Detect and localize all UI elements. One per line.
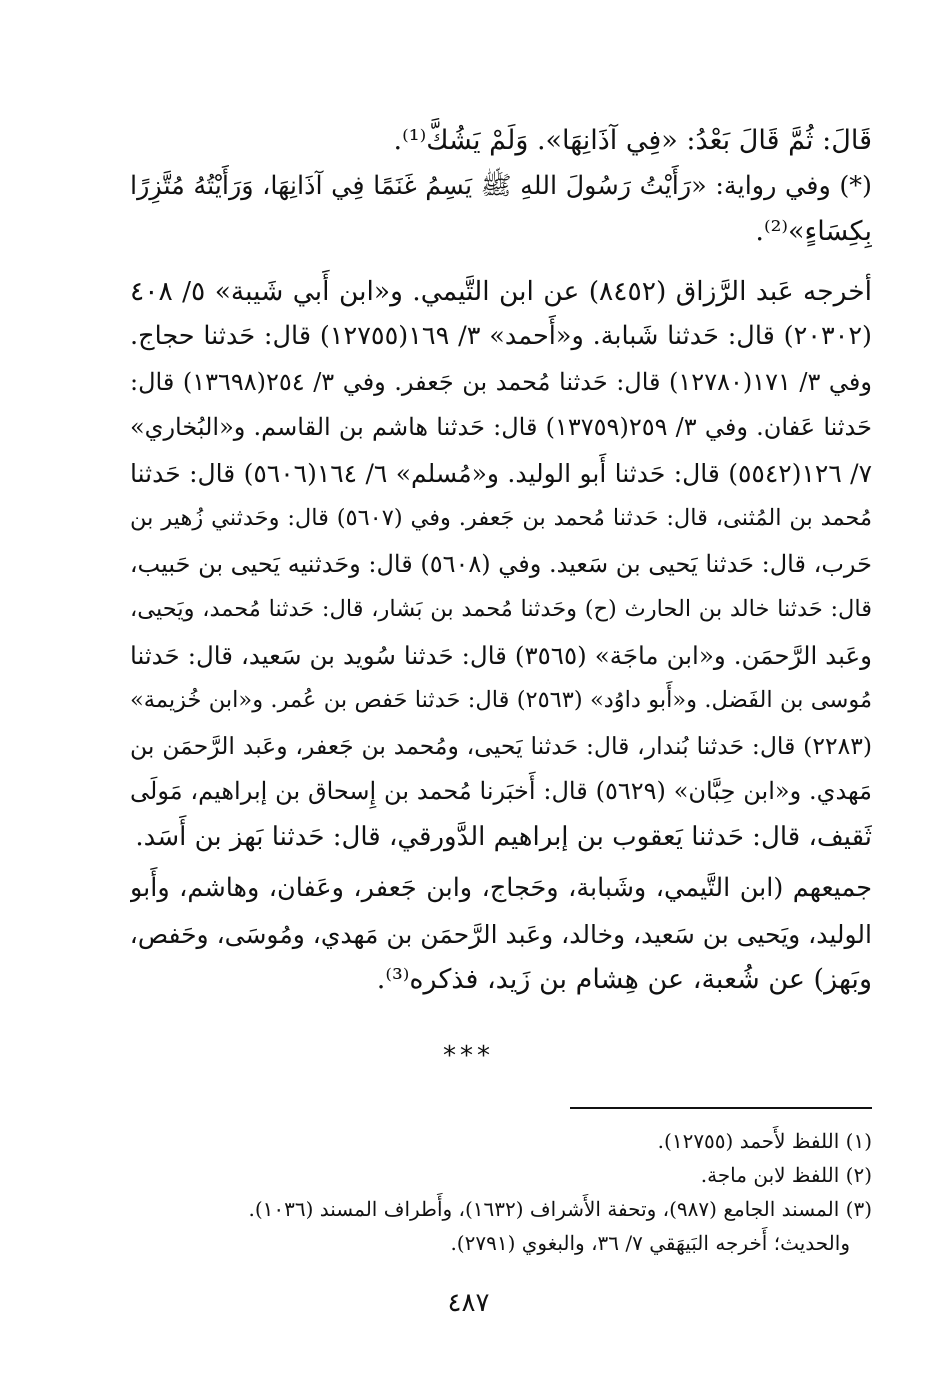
section-separator: *** [443, 1041, 494, 1071]
text-line: مُوسى بن الفَضل. و«أَبو داوُد» (٢٥٦٣) قال: حَدثنا حَفص بن عُمر. و«ابن خُزيمة» [130, 687, 872, 713]
footnote-3: (٣) المسند الجامع (٩٨٧)، وتحفة الأَشراف (١٦٣٢)، وأَطراف المسند (١٠٣٦). [248, 1197, 872, 1221]
paragraph-1 [130, 118, 872, 255]
text-line: ثَقيف، قال: حَدثنا يَعقوب بن إبراهيم الدَّورقي، قال: حَدثنا بَهز بن أَسَد. [135, 821, 872, 852]
footnote-1: (١) اللفظ لأَحمد (١٢٧٥٥). [657, 1129, 872, 1153]
text-line: (٢٢٨٣) قال: حَدثنا بُندار، قال: حَدثنا يَحيى، ومُحمد بن جَعفر، وعَبد الرَّحمَن بن [130, 731, 872, 760]
footnote-3-continuation: والحديث؛ أَخرجه البَيهَقي ٧/ ٣٦، والبغوي (٢٧٩١). [450, 1231, 850, 1255]
footnote-rule [570, 1107, 872, 1109]
text-line: وبَهز) عن شُعبة، عن هِشام بن زَيد، فذكره⁽³⁾. [376, 964, 872, 995]
text-line: (*) وفي رواية: «رَأَيْتُ رَسُولَ اللهِ ﷺ يَسِمُ غَنَمًا فِي آذَانِهَا، وَرَأَيْتُهُ مُتَّزِرًا [130, 170, 872, 201]
page-number: ٤٨٧ [447, 1288, 490, 1318]
text-line: حَدثنا عَفان. وفي ٣/ ٢٥٩(١٣٧٥٩) قال: حَدثنا هاشم بن القاسم. و«البُخاري» [130, 413, 872, 441]
text-line: الوليد، ويَحيى بن سَعيد، وخالد، وعَبد الرَّحمَن بن مَهدي، ومُوسَى، وحَفص، [130, 919, 872, 949]
paragraph-3 [130, 866, 872, 1003]
footnotes [200, 1124, 872, 1260]
text-line: بِكِسَاءٍ»⁽²⁾. [755, 216, 872, 247]
main-text [130, 118, 872, 1003]
footnote-2: (٢) اللفظ لابن ماجة. [700, 1163, 872, 1187]
text-line: قَالَ: ثُمَّ قَالَ بَعْدُ: «فِي آذَانِهَا». وَلَمْ يَشُكَّ⁽¹⁾. [393, 125, 872, 156]
text-line: جميعهم (ابن التَّيمي، وشَبابة، وحَجاج، وابن جَعفر، وعَفان، وهاشم، وأَبو [130, 873, 872, 903]
text-line: حَرب، قال: حَدثنا يَحيى بن سَعيد. وفي (٥٦٠٨) قال: وحَدثنيه يَحيى بن حَبيب، [130, 549, 872, 578]
paragraph-2 [130, 269, 872, 861]
text-line: وعَبد الرَّحمَن. و«ابن ماجَة» (٣٥٦٥) قال: حَدثنا سُويد بن سَعيد، قال: حَدثنا [130, 640, 872, 670]
text-line: قال: حَدثنا خالد بن الحارث (ح) وحَدثنا مُحمد بن بَشار، قال: حَدثنا مُحمد، ويَحيى، [130, 596, 872, 622]
text-line: أخرجه عَبد الرَّزاق (٨٤٥٢) عن ابن التَّيمي. و«ابن أَبي شَيبة» ٥/ ٤٠٨ [130, 275, 872, 307]
text-line: مُحمد بن المُثنى، قال: حَدثنا مُحمد بن جَعفر. وفي (٥٦٠٧) قال: وحَدثني زُهير بن [130, 505, 872, 531]
text-line: (٢٠٣٠٢) قال: حَدثنا شَبابة. و«أَحمد» ٣/ ١٦٩(١٢٧٥٥) قال: حَدثنا حجاج. [130, 321, 872, 351]
text-line: ٧/ ١٢٦(٥٥٤٢) قال: حَدثنا أَبو الوليد. و«مُسلم» ٦/ ١٦٤(٥٦٠٦) قال: حَدثنا [130, 458, 872, 488]
text-line: مَهدي. و«ابن حِبَّان» (٥٦٢٩) قال: أَخبَرنا مُحمد بن إِسحاق بن إبراهيم، مَولَى [130, 777, 872, 805]
text-line: وفي ٣/ ١٧١(١٢٧٨٠) قال: حَدثنا مُحمد بن جَعفر. وفي ٣/ ٢٥٤(١٣٦٩٨) قال: [130, 367, 872, 396]
